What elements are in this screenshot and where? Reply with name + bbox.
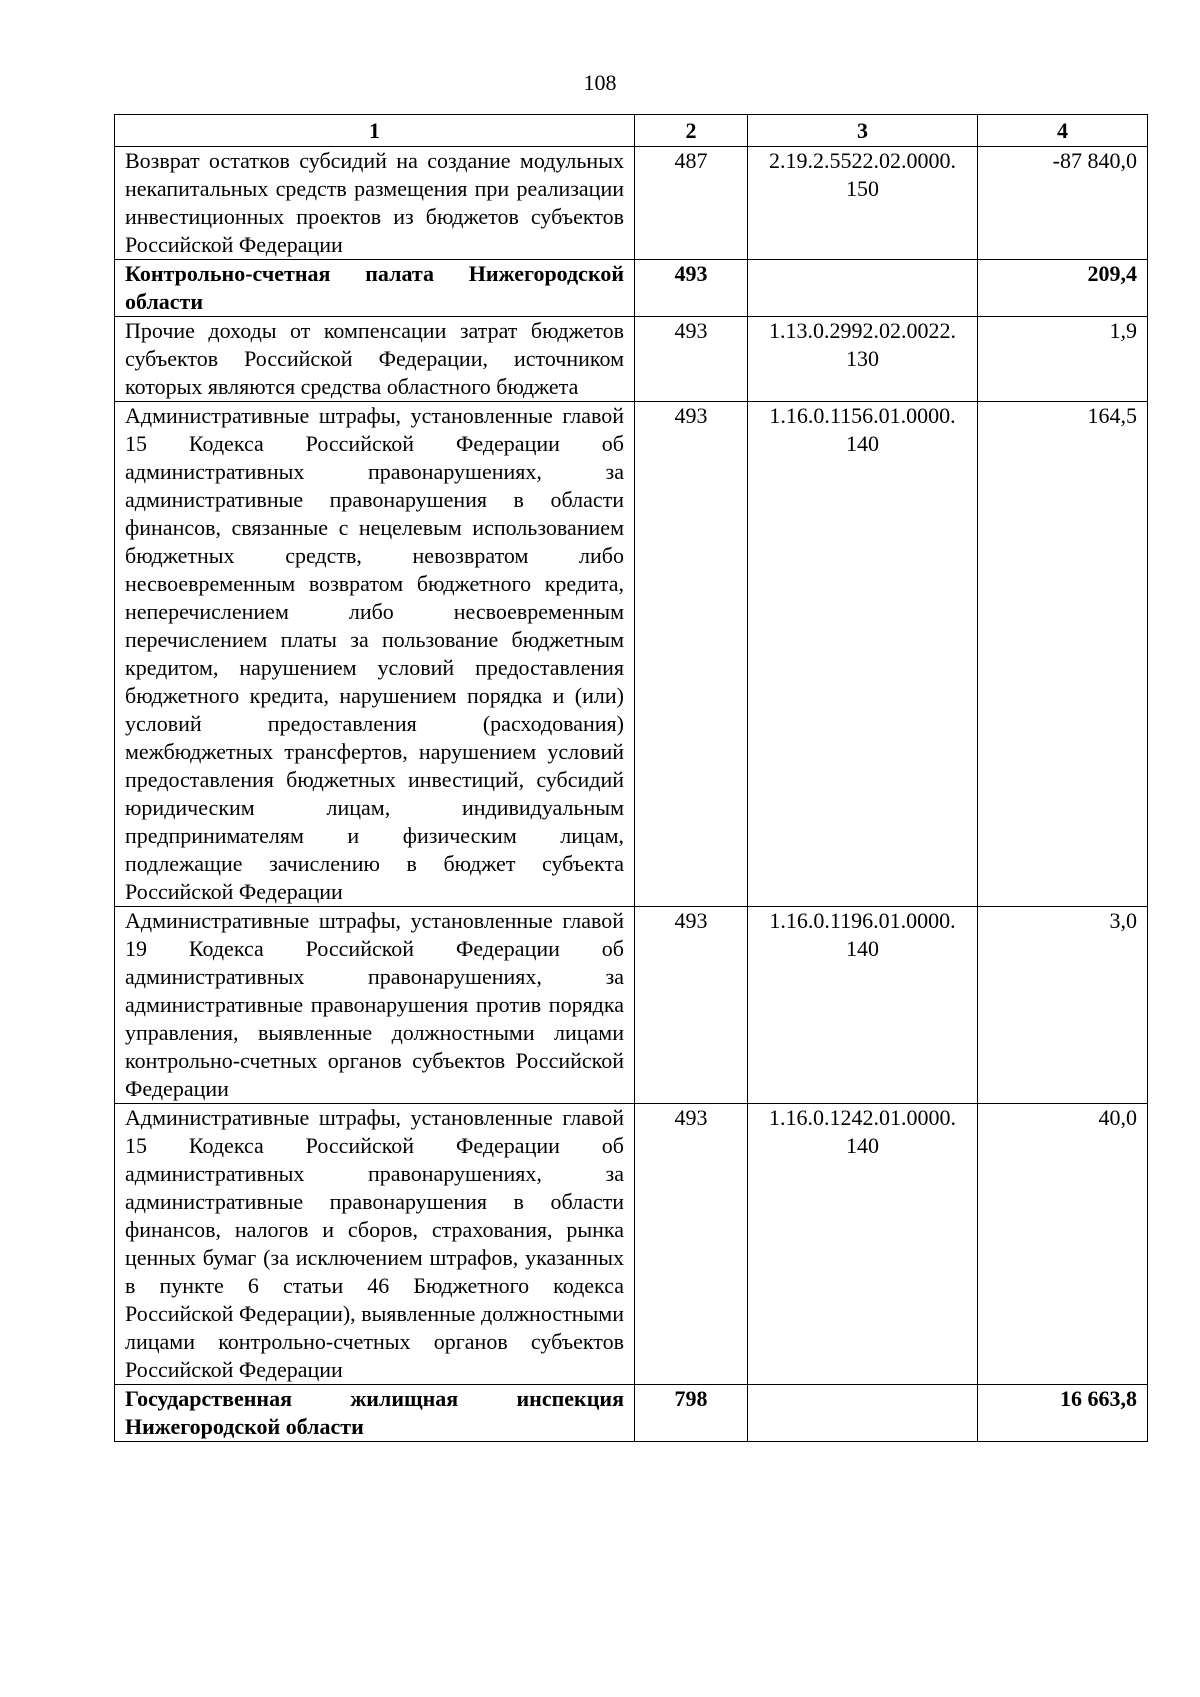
column-header-1: 1 (115, 115, 635, 147)
column-header-2: 2 (635, 115, 748, 147)
code-line-2: 140 (846, 431, 879, 456)
row-classification-code (748, 260, 978, 317)
row-amount: 16 663,8 (978, 1385, 1148, 1442)
table-row (115, 907, 1148, 1104)
row-description: Возврат остатков субсидий на создание модульных некапитальных средств размещения при реализации инвестиционных проектов из бюджетов субъектов Российской Федерации (115, 147, 635, 260)
row-description: Государственная жилищная инспекция Нижегородской области (115, 1385, 635, 1442)
row-amount: 1,9 (978, 317, 1148, 402)
code-line-1: 1.16.0.1196.01.0000. (769, 908, 956, 933)
table-header-row (115, 115, 1148, 147)
column-header-3: 3 (748, 115, 978, 147)
table-row (115, 1104, 1148, 1385)
row-admin-code: 493 (635, 260, 748, 317)
page-number: 108 (583, 70, 617, 95)
table-row-organization (115, 1385, 1148, 1442)
row-classification-code (748, 147, 978, 260)
row-description: Контрольно-счетная палата Нижегородской области (115, 260, 635, 317)
row-classification-code (748, 402, 978, 907)
code-line-1: 1.16.0.1242.01.0000. (769, 1105, 956, 1130)
code-line-2: 130 (846, 346, 879, 371)
code-line-2: 140 (846, 1133, 879, 1158)
row-admin-code: 487 (635, 147, 748, 260)
row-amount: 3,0 (978, 907, 1148, 1104)
row-amount: -87 840,0 (978, 147, 1148, 260)
row-classification-code (748, 1104, 978, 1385)
row-admin-code: 493 (635, 317, 748, 402)
row-classification-code (748, 907, 978, 1104)
table-row (115, 147, 1148, 260)
revenue-table (114, 114, 1148, 1442)
table-row (115, 317, 1148, 402)
row-classification-code (748, 317, 978, 402)
code-line-1: 1.16.0.1156.01.0000. (769, 403, 956, 428)
code-line-1: 1.13.0.2992.02.0022. (769, 318, 956, 343)
table-row-organization (115, 260, 1148, 317)
row-admin-code: 798 (635, 1385, 748, 1442)
row-amount: 40,0 (978, 1104, 1148, 1385)
row-description: Административные штрафы, установленные главой 19 Кодекса Российской Федерации об административных правонарушениях, за административные правонарушения против порядка управления, выявленные должностными лицами контрольно-счетных органов субъектов Российской Федерации (115, 907, 635, 1104)
code-line-2: 140 (846, 936, 879, 961)
column-header-4: 4 (978, 115, 1148, 147)
table-row (115, 402, 1148, 907)
row-admin-code: 493 (635, 1104, 748, 1385)
row-description: Административные штрафы, установленные главой 15 Кодекса Российской Федерации об административных правонарушениях, за административные правонарушения в области финансов, связанные с нецелевым использованием бюджетных средств, невозвратом либо несвоевременным возвратом бюджетного кредита, неперечислением либо несвоевременным перечислением платы за пользование бюджетным кредитом, нарушением условий предоставления бюджетного кредита, нарушением порядка и (или) условий предоставления (расходования) межбюджетных трансфертов, нарушением условий предоставления бюджетных инвестиций, субсидий юридическим лицам, индивидуальным предпринимателям и физическим лицам, подлежащие зачислению в бюджет субъекта Российской Федерации (115, 402, 635, 907)
row-classification-code (748, 1385, 978, 1442)
row-description: Прочие доходы от компенсации затрат бюджетов субъектов Российской Федерации, источником которых являются средства областного бюджета (115, 317, 635, 402)
row-amount: 164,5 (978, 402, 1148, 907)
row-admin-code: 493 (635, 907, 748, 1104)
row-description: Административные штрафы, установленные главой 15 Кодекса Российской Федерации об административных правонарушениях, за административные правонарушения в области финансов, налогов и сборов, страхования, рынка ценных бумаг (за исключением штрафов, указанных в пункте 6 статьи 46 Бюджетного кодекса Российской Федерации), выявленные должностными лицами контрольно-счетных органов субъектов Российской Федерации (115, 1104, 635, 1385)
row-admin-code: 493 (635, 402, 748, 907)
row-amount: 209,4 (978, 260, 1148, 317)
code-line-1: 2.19.2.5522.02.0000. (769, 148, 956, 173)
code-line-2: 150 (846, 176, 879, 201)
